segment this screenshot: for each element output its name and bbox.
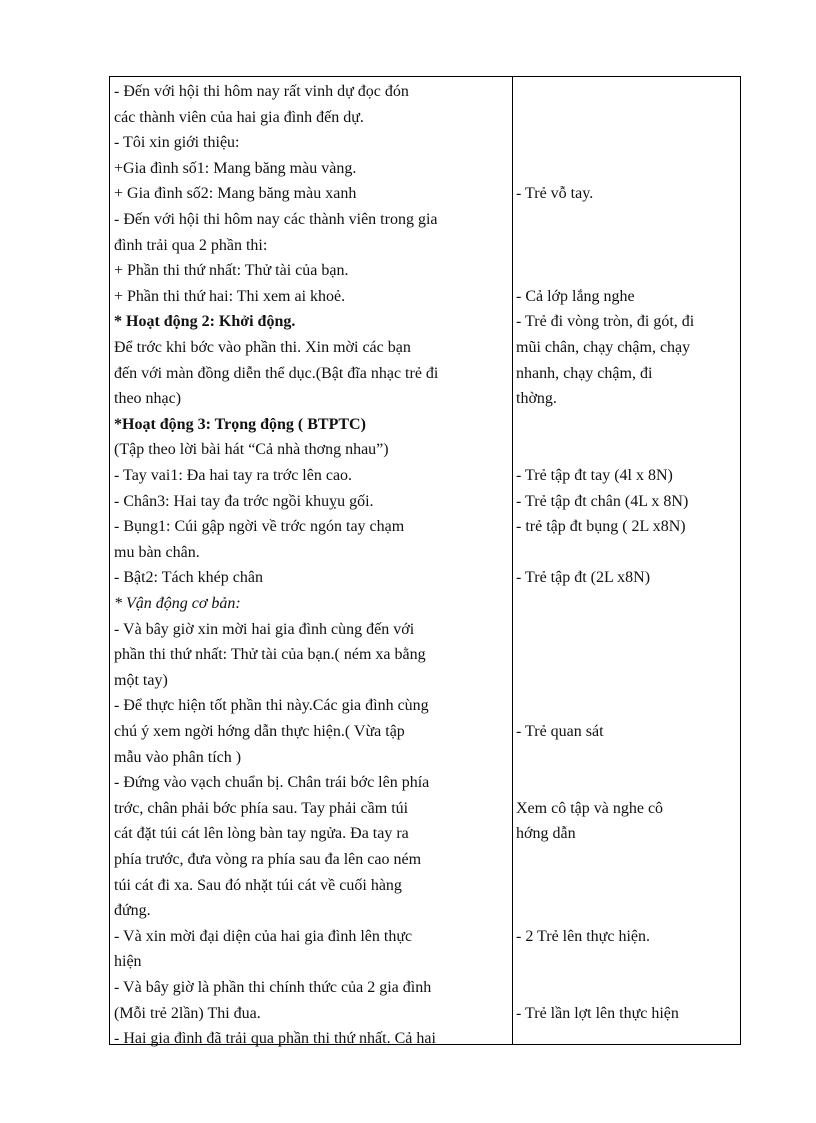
left-text-line: chú ý xem ngời hớng dẫn thực hiện.( Vừa tập [114, 723, 405, 740]
left-text-line: - Đứng vào vạch chuẩn bị. Chân trái bớc lên phía [114, 774, 430, 792]
left-text-line: + Gia đình số2: Mang băng màu xanh [114, 185, 357, 203]
right-text-line: - Cả lớp lắng nghe [516, 287, 635, 305]
right-text-line: hớng dẫn [516, 825, 576, 843]
left-text-line: - Bật2: Tách khép chân [114, 569, 263, 587]
left-text-line: cát đặt túi cát lên lòng bàn tay ngửa. Đa tay ra [114, 825, 409, 843]
left-text-line: - Tôi xin giới thiệu: [114, 134, 240, 152]
right-text-line: - Trẻ vỗ tay. [516, 185, 594, 203]
left-text-line: mu bàn chân. [114, 543, 200, 561]
right-text-line: - Trẻ tập đt chân (4L x 8N) [516, 492, 689, 510]
left-text-line: trớc, chân phải bớc phía sau. Tay phải cầm túi [114, 799, 409, 817]
left-text-line: mẫu vào phân tích ) [114, 748, 242, 766]
left-text-line: - Tay vai1: Đa hai tay ra trớc lên cao. [114, 467, 353, 484]
left-text-line: đến với màn đồng diễn thể dục.(Bật đĩa nhạc trẻ đi [114, 364, 439, 382]
left-text-line: - Chân3: Hai tay đa trớc ngồi khuỵu gối. [114, 492, 374, 510]
left-text-line: phía trước, đưa vòng ra phía sau đa lên cao ném [114, 851, 422, 868]
left-text-line: - Đến với hội thi hôm nay các thành viên trong gia [114, 211, 438, 228]
right-text-line: - Trẻ tập đt tay (4l x 8N) [516, 467, 673, 484]
left-text-line: túi cát đi xa. Sau đó nhặt túi cát về cuối hàng [114, 876, 402, 894]
left-text-line: *Hoạt động 3: Trọng động ( BTPTC) [114, 415, 366, 433]
left-text-line: - Hai gia đình đã trải qua phần thi thứ nhất. Cả hai [114, 1030, 436, 1048]
left-text-line: (Tập theo lời bài hát “Cả nhà thơng nhau”) [114, 441, 389, 459]
right-text-line: Xem cô tập và nghe cô [516, 799, 664, 817]
left-text-line: + Phần thi thứ hai: Thi xem ai khoẻ. [114, 287, 346, 305]
left-text-line: - Và bây giờ xin mời hai gia đình cùng đến với [114, 620, 415, 638]
left-text-line: - Và xin mời đại diện của hai gia đình lên thực [114, 927, 413, 945]
column-divider [512, 77, 513, 1044]
left-text-line: - Bụng1: Cúi gập ngời về trớc ngón tay chạm [114, 518, 405, 536]
right-text-line: mũi chân, chạy chậm, chạy [516, 339, 691, 356]
left-text-line: theo nhạc) [114, 390, 182, 408]
right-text-line: - Trẻ lần lợt lên thực hiện [516, 1004, 679, 1022]
left-text-line: phần thi thứ nhất: Thử tài của bạn.( ném xa bằng [114, 646, 426, 664]
left-text-line: - Đến với hội thi hôm nay rất vinh dự đọc đón [114, 83, 409, 100]
left-text-line: - Để thực hiện tốt phần thi này.Các gia đình cùng [114, 697, 429, 715]
left-text-line: đình trải qua 2 phần thi: [114, 236, 268, 254]
left-text-line: * Vận động cơ bản: [114, 595, 241, 612]
left-text-line: - Và bây giờ là phần thi chính thức của 2 gia đình [114, 979, 432, 996]
left-text-line: * Hoạt động 2: Khởi động. [114, 313, 296, 331]
right-text-line: - Trẻ quan sát [516, 723, 604, 740]
left-text-line: + Phần thi thứ nhất: Thử tài của bạn. [114, 262, 349, 280]
left-text-line: Để trớc khi bớc vào phần thi. Xin mời các bạn [114, 339, 411, 356]
activity-table [109, 76, 741, 1048]
left-text-line: các thành viên của hai gia đình đến dự. [114, 108, 364, 126]
right-text-line: - trẻ tập đt bụng ( 2L x8N) [516, 518, 686, 536]
right-text-line: nhanh, chạy chậm, đi [516, 364, 653, 382]
left-text-line: +Gia đình số1: Mang băng màu vàng. [114, 159, 357, 177]
right-text-line: thờng. [516, 390, 557, 408]
left-text-line: đứng. [114, 902, 151, 920]
left-text-line: một tay) [114, 671, 168, 689]
right-text-line: - Trẻ tập đt (2L x8N) [516, 569, 651, 587]
left-text-line: (Mỗi trẻ 2lần) Thi đua. [114, 1004, 261, 1022]
right-text-line: - 2 Trẻ lên thực hiện. [516, 927, 650, 945]
right-text-line: - Trẻ đi vòng tròn, đi gót, đi [516, 313, 695, 331]
left-text-line: hiện [114, 953, 142, 971]
